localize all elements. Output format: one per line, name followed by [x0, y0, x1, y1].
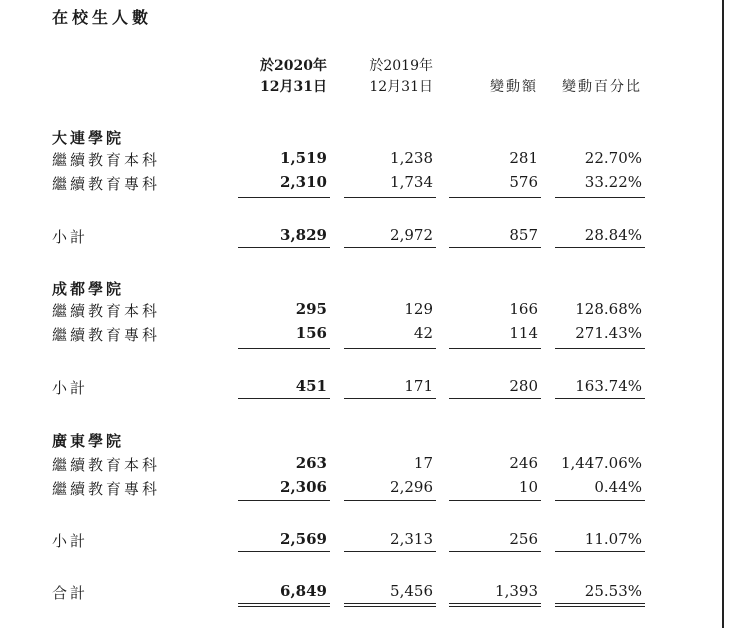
header-change-pct: 變動百分比: [562, 79, 642, 95]
value-2019: 2,313: [390, 530, 433, 548]
rule: [449, 551, 541, 552]
rule: [238, 247, 330, 248]
value-2020: 2,306: [280, 478, 327, 496]
value-change: 166: [509, 300, 538, 318]
rule: [449, 500, 541, 501]
rule: [238, 551, 330, 552]
double-rule: [449, 603, 541, 604]
value-2019: 5,456: [390, 582, 433, 600]
value-change: 857: [509, 226, 538, 244]
value-pct: 0.44%: [594, 478, 642, 496]
value-pct: 25.53%: [584, 582, 642, 600]
value-2020: 3,829: [280, 226, 327, 244]
subtotal-row: [0, 530, 730, 552]
subtotal-label: 小計: [52, 379, 89, 397]
rule: [344, 197, 436, 198]
value-2020: 263: [295, 454, 327, 472]
header-2019: [369, 56, 433, 98]
value-pct: 271.43%: [575, 324, 642, 342]
rule: [555, 398, 645, 399]
table-row: [0, 478, 730, 500]
value-pct: 163.74%: [575, 377, 642, 395]
row-label: 繼續教育本科: [52, 302, 161, 320]
row-label: 繼續教育專科: [52, 175, 161, 193]
rule: [555, 197, 645, 198]
section-heading-row: [0, 430, 730, 452]
value-2020: 451: [295, 377, 327, 395]
double-rule: [344, 606, 436, 607]
section-title: 在校生人數: [52, 8, 153, 27]
double-rule: [555, 606, 645, 607]
value-2020: 2,569: [280, 530, 327, 548]
section-heading: 大連學院: [52, 129, 125, 147]
subtotal-row: [0, 226, 730, 248]
subtotal-label: 小計: [52, 228, 89, 246]
value-2019: 171: [404, 377, 433, 395]
value-change: 246: [509, 454, 538, 472]
value-pct: 22.70%: [584, 149, 642, 167]
rule: [555, 348, 645, 349]
section-heading-row: [0, 278, 730, 300]
rule: [238, 398, 330, 399]
rule: [344, 551, 436, 552]
value-2020: 156: [295, 324, 327, 342]
value-2019: 42: [413, 324, 433, 342]
value-pct: 33.22%: [584, 173, 642, 191]
value-pct: 28.84%: [584, 226, 642, 244]
section-heading-row: [0, 127, 730, 149]
header-2019-line2: 12月31日: [369, 79, 433, 95]
value-pct: 1,447.06%: [560, 454, 642, 472]
section-heading: 廣東學院: [52, 432, 125, 450]
header-change: 變動額: [490, 79, 538, 95]
subtotal-row: [0, 377, 730, 399]
total-row: [0, 582, 730, 604]
section-heading: 成都學院: [52, 280, 125, 298]
rule: [555, 247, 645, 248]
rule: [238, 500, 330, 501]
value-2020: 2,310: [280, 173, 327, 191]
rule: [344, 348, 436, 349]
header-2020: [260, 56, 327, 98]
value-2019: 17: [413, 454, 433, 472]
double-rule: [238, 606, 330, 607]
header-2020-line1: 於2020年: [260, 58, 327, 74]
value-change: 1,393: [495, 582, 538, 600]
double-rule: [344, 603, 436, 604]
subtotal-label: 小計: [52, 532, 89, 550]
rule: [238, 197, 330, 198]
header-2020-line2: 12月31日: [260, 79, 327, 95]
value-pct: 128.68%: [575, 300, 642, 318]
row-label: 繼續教育本科: [52, 456, 161, 474]
double-rule: [555, 603, 645, 604]
value-change: 114: [509, 324, 538, 342]
rule: [449, 398, 541, 399]
header-2019-line1: 於2019年: [369, 58, 433, 74]
value-2019: 1,238: [390, 149, 433, 167]
value-change: 10: [518, 478, 538, 496]
table-row: [0, 324, 730, 346]
table-row: [0, 149, 730, 171]
value-2020: 6,849: [280, 582, 327, 600]
rule: [344, 247, 436, 248]
rule: [344, 398, 436, 399]
value-2019: 2,972: [390, 226, 433, 244]
value-2019: 2,296: [390, 478, 433, 496]
double-rule: [449, 606, 541, 607]
rule: [238, 348, 330, 349]
total-label: 合計: [52, 584, 89, 602]
rule: [449, 197, 541, 198]
row-label: 繼續教育專科: [52, 480, 161, 498]
rule: [555, 551, 645, 552]
value-pct: 11.07%: [584, 530, 642, 548]
table-row: [0, 173, 730, 195]
rule: [449, 247, 541, 248]
table-row: [0, 300, 730, 322]
rule: [344, 500, 436, 501]
table-row: [0, 454, 730, 476]
value-change: 281: [509, 149, 538, 167]
value-change: 576: [509, 173, 538, 191]
value-2019: 129: [404, 300, 433, 318]
rule: [555, 500, 645, 501]
value-2020: 295: [295, 300, 327, 318]
value-change: 256: [509, 530, 538, 548]
value-2019: 1,734: [390, 173, 433, 191]
row-label: 繼續教育專科: [52, 326, 161, 344]
double-rule: [238, 603, 330, 604]
rule: [449, 348, 541, 349]
value-2020: 1,519: [280, 149, 327, 167]
row-label: 繼續教育本科: [52, 151, 161, 169]
value-change: 280: [509, 377, 538, 395]
